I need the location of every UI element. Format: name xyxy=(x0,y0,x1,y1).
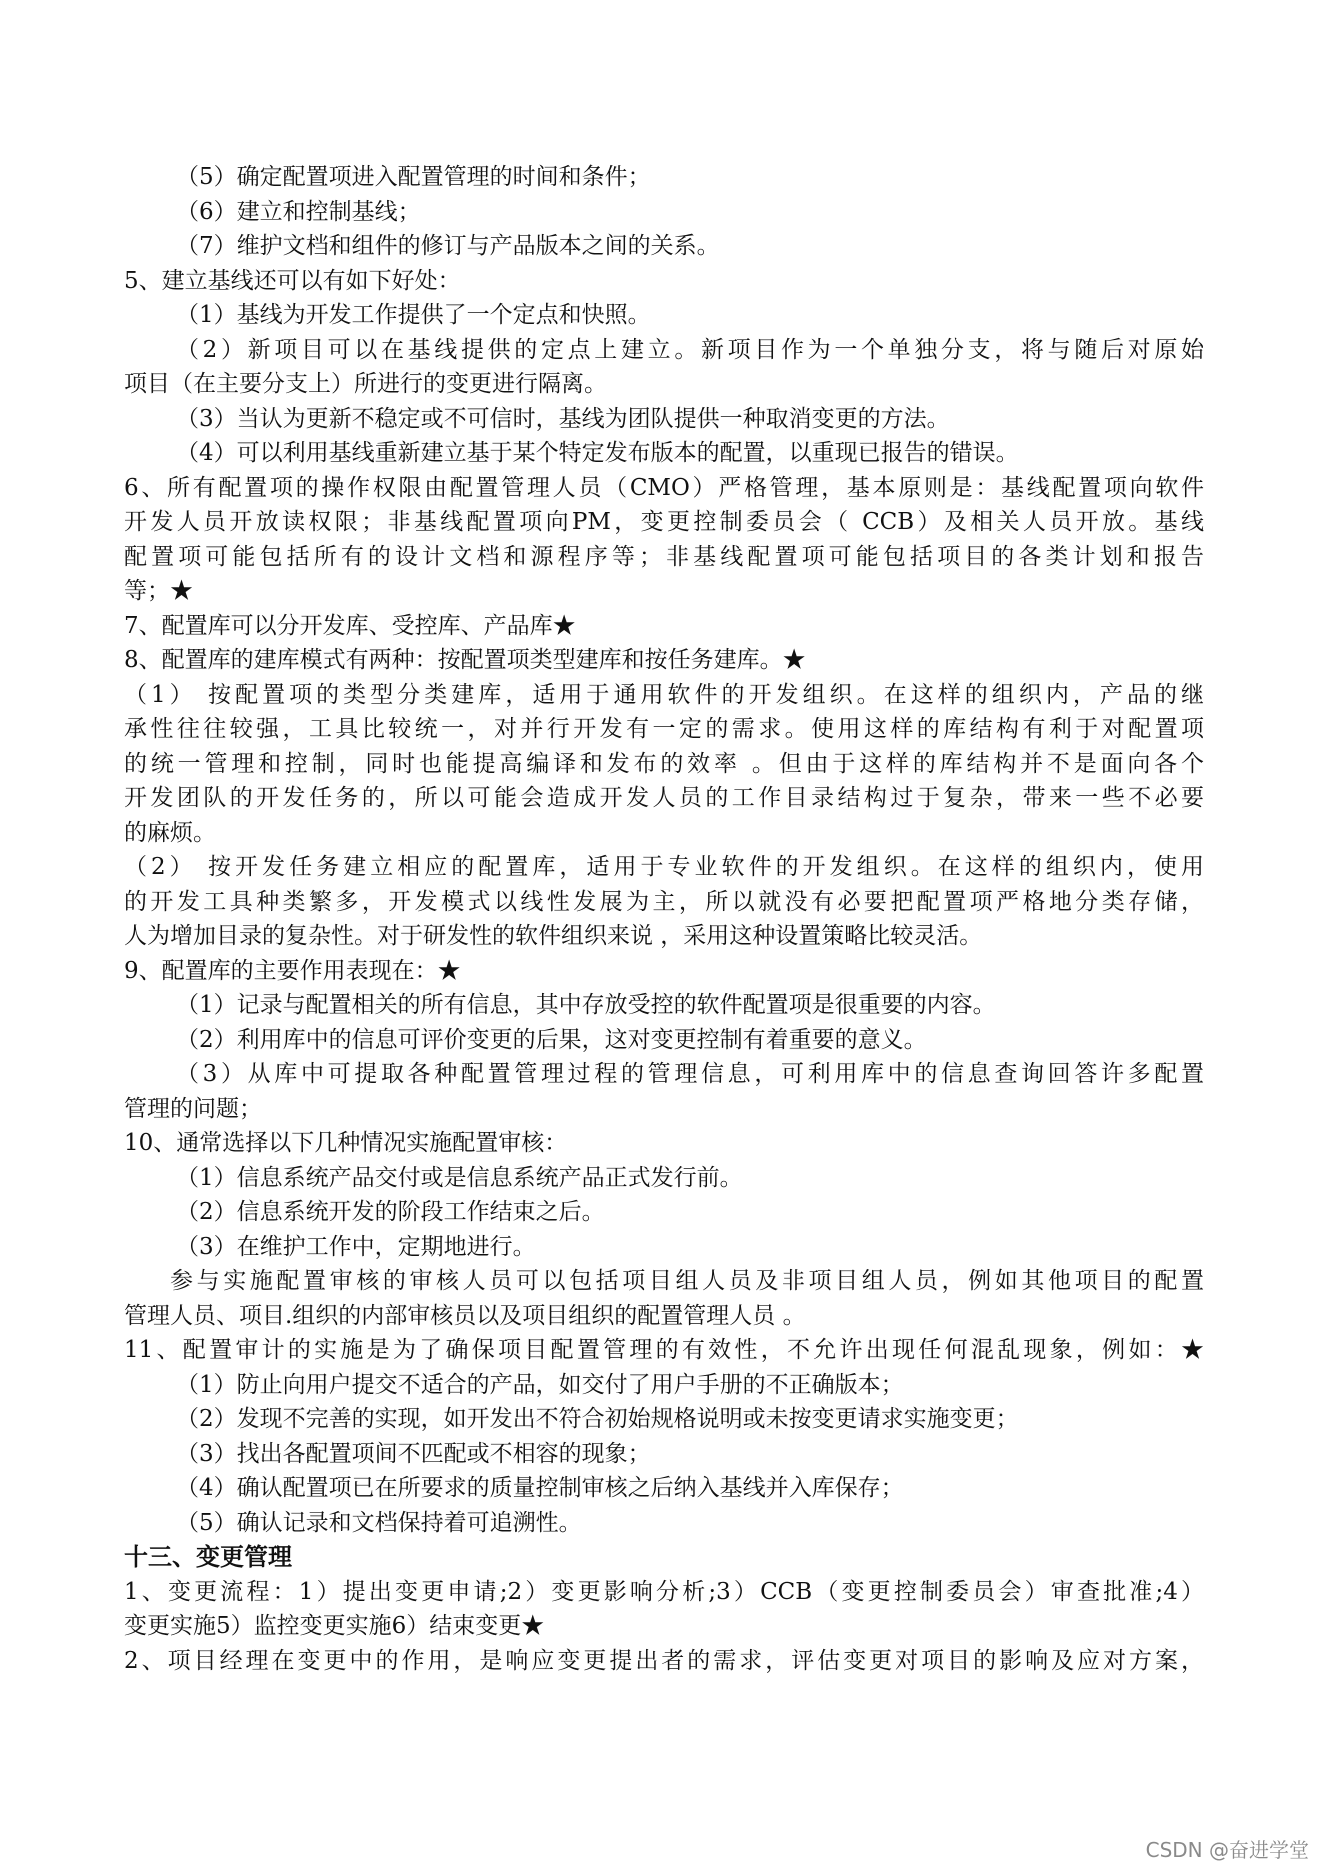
text-line: （4）可以利用基线重新建立基于某个特定发布版本的配置，以重现已报告的错误。 xyxy=(176,440,1019,466)
text-line: （2）发现不完善的实现，如开发出不符合初始规格说明或未按变更请求实施变更； xyxy=(176,1406,1019,1432)
text-line: 10、通常选择以下几种情况实施配置审核： xyxy=(124,1130,568,1156)
text-line: （2） 按开发任务建立相应的配置库，适用于专业软件的开发组织。在这样的组织内，使用 xyxy=(124,854,1204,880)
text-line: 2、项目经理在变更中的作用，是响应变更提出者的需求，评估变更对项目的影响及应对方案， xyxy=(124,1647,1204,1674)
text-line: （5）确定配置项进入配置管理的时间和条件； xyxy=(176,164,651,190)
text-line: 开发人员开放读权限；非基线配置项向PM，变更控制委员会（ CCB）及相关人员开放。基线 xyxy=(124,509,1204,535)
text-line: 参与实施配置审核的审核人员可以包括项目组人员及非项目组人员，例如其他项目的配置 xyxy=(170,1268,1204,1294)
text-line: 6、所有配置项的操作权限由配置管理人员（CMO）严格管理，基本原则是：基线配置项向软件 xyxy=(124,474,1204,501)
text-line: 配置项可能包括所有的设计文档和源程序等；非基线配置项可能包括项目的各类计划和报告 xyxy=(124,543,1204,570)
text-line: （1）防止向用户提交不适合的产品，如交付了用户手册的不正确版本； xyxy=(176,1371,904,1398)
text-line: 等；★ xyxy=(124,578,193,604)
text-line: 管理人员、项目.组织的内部审核员以及项目组织的配置管理人员 。 xyxy=(124,1302,806,1329)
text-line: 管理的问题； xyxy=(124,1095,262,1122)
text-line: （3）从库中可提取各种配置管理过程的管理信息，可利用库中的信息查询回答许多配置 xyxy=(176,1061,1204,1087)
text-line: 的开发工具种类繁多，开发模式以线性发展为主，所以就没有必要把配置项严格地分类存储， xyxy=(124,888,1204,915)
text-line: （6）建立和控制基线； xyxy=(176,198,421,225)
text-line: （7）维护文档和组件的修订与产品版本之间的关系。 xyxy=(176,233,720,259)
text-line: 1、变更流程：1）提出变更申请;2）变更影响分析;3）CCB（变更控制委员会）审查批准;4） xyxy=(124,1578,1204,1605)
text-line: 7、配置库可以分开发库、受控库、产品库★ xyxy=(124,612,576,639)
text-line: （3）当认为更新不稳定或不可信时，基线为团队提供一种取消变更的方法。 xyxy=(176,405,950,432)
text-line: 的统一管理和控制，同时也能提高编译和发布的效率 。但由于这样的库结构并不是面向各个 xyxy=(124,750,1204,777)
text-line: 9、配置库的主要作用表现在：★ xyxy=(124,957,461,984)
text-line: 开发团队的开发任务的，所以可能会造成开发人员的工作目录结构过于复杂，带来一些不必要 xyxy=(124,785,1204,811)
watermark: CSDN @奋进学堂 xyxy=(1145,1838,1309,1862)
text-line: 的麻烦。 xyxy=(124,819,216,846)
text-line: （3）在维护工作中，定期地进行。 xyxy=(176,1233,536,1260)
text-line: 11、配置审计的实施是为了确保项目配置管理的有效性，不允许出现任何混乱现象，例如：★ xyxy=(124,1337,1204,1363)
text-line: （2）利用库中的信息可评价变更的后果，这对变更控制有着重要的意义。 xyxy=(176,1026,927,1053)
text-line: 5、建立基线还可以有如下好处： xyxy=(124,267,461,294)
text-line: 人为增加目录的复杂性。对于研发性的软件组织来说 ，采用这种设置策略比较灵活。 xyxy=(124,923,983,949)
document-page xyxy=(124,160,1204,1678)
text-line: （2）新项目可以在基线提供的定点上建立。新项目作为一个单独分支，将与随后对原始 xyxy=(176,336,1204,363)
section-heading: 十三、变更管理 xyxy=(124,1543,292,1571)
text-line: （3）找出各配置项间不匹配或不相容的现象； xyxy=(176,1440,651,1467)
text-line: （1） 按配置项的类型分类建库，适用于通用软件的开发组织。在这样的组织内，产品的继 xyxy=(124,681,1204,708)
text-line: （1）基线为开发工作提供了一个定点和快照。 xyxy=(176,302,651,328)
text-line: 项目（在主要分支上）所进行的变更进行隔离。 xyxy=(124,371,607,397)
text-line: （5）确认记录和文档保持着可追溯性。 xyxy=(176,1509,582,1536)
text-line: （4）确认配置项已在所要求的质量控制审核之后纳入基线并入库保存； xyxy=(176,1475,904,1501)
text-line: 8、配置库的建库模式有两种：按配置项类型建库和按任务建库。★ xyxy=(124,647,806,673)
text-line: 承性往往较强，工具比较统一，对并行开发有一定的需求。使用这样的库结构有利于对配置项 xyxy=(124,716,1204,742)
text-line: （1）记录与配置相关的所有信息，其中存放受控的软件配置项是很重要的内容。 xyxy=(176,992,996,1018)
text-line: （1）信息系统产品交付或是信息系统产品正式发行前。 xyxy=(176,1164,743,1191)
text-line: （2）信息系统开发的阶段工作结束之后。 xyxy=(176,1199,605,1225)
text-line: 变更实施5）监控变更实施6）结束变更★ xyxy=(124,1613,545,1639)
